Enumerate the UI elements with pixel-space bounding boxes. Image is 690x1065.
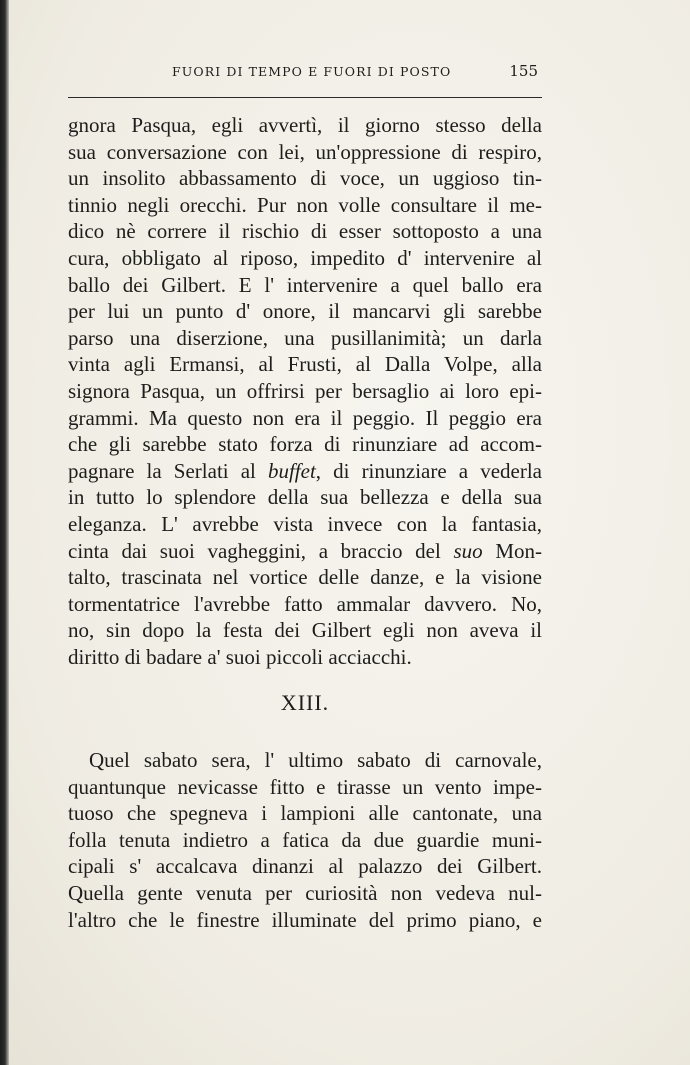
text-line: tuoso che spegneva i lampioni alle cantonate, una [68,801,542,826]
text-line: cipali s' accalcava dinanzi al palazzo dei Gilbert. [68,854,542,879]
text-line: quantunque nevicasse fitto e tirasse un vento impe- [68,774,542,799]
page-header [68,62,540,88]
text-line: pagnare la Serlati al buffet, di rinunziare a vederla [68,458,542,483]
text-line: vinta agli Ermansi, al Frusti, al Dalla Volpe, alla [68,352,542,377]
text-line: dico nè correre il rischio di esser sottoposto a una [68,219,542,244]
text-line: signora Pasqua, un offrirsi per bersaglio ai loro epi- [68,378,542,403]
text-line: per lui un punto d' onore, il mancarvi gli sarebbe [68,299,542,324]
text-line: diritto di badare a' suoi piccoli acciacchi. [68,644,412,669]
text-line: parso una diserzione, una pusillanimità; un darla [68,325,542,350]
header-rule [68,97,542,98]
text-line: cura, obbligato al riposo, impedito d' intervenire al [68,245,542,270]
text-line: ballo dei Gilbert. E l' intervenire a quel ballo era [68,272,542,297]
text-line: talto, trascinata nel vortice delle danze, e la visione [68,565,542,590]
page-number: 155 [509,62,538,80]
text-line: no, sin dopo la festa dei Gilbert egli non aveva il [68,618,542,643]
text-line: in tutto lo splendore della sua bellezza e della sua [68,485,542,510]
chapter-heading: XIII. [280,690,330,715]
running-title: FUORI DI TEMPO E FUORI DI POSTO [172,64,452,79]
text-line: Quella gente venuta per curiosità non vedeva nul- [68,880,542,905]
text-line: l'altro che le finestre illuminate del primo piano, e [68,907,542,932]
text-line: gnora Pasqua, egli avvertì, il giorno stesso della [68,113,542,137]
text-line: che gli sarebbe stato forza di rinunziare ad accom- [68,432,542,457]
text-line: eleganza. L' avrebbe vista invece con la fantasia, [68,511,542,536]
text-line: tinnio negli orecchi. Pur non volle consultare il me- [68,192,542,217]
chapter-opening-paragraph [68,747,542,933]
text-line: grammi. Ma questo non era il peggio. Il peggio era [68,405,542,430]
text-line: un insolito abbassamento di voce, un uggioso tin- [68,166,542,191]
text-line: sua conversazione con lei, un'oppressione di respiro, [68,139,542,164]
text-line: folla tenuta indietro a fatica da due guardie muni- [68,827,542,852]
paragraph-continued [68,112,542,670]
binding-edge [0,0,9,1065]
text-line: tormentatrice l'avrebbe fatto ammalar davvero. No, [68,591,542,616]
text-line: Quel sabato sera, l' ultimo sabato di carnovale, [89,748,542,772]
text-line: cinta dai suoi vagheggini, a braccio del suo Mon- [68,538,542,563]
